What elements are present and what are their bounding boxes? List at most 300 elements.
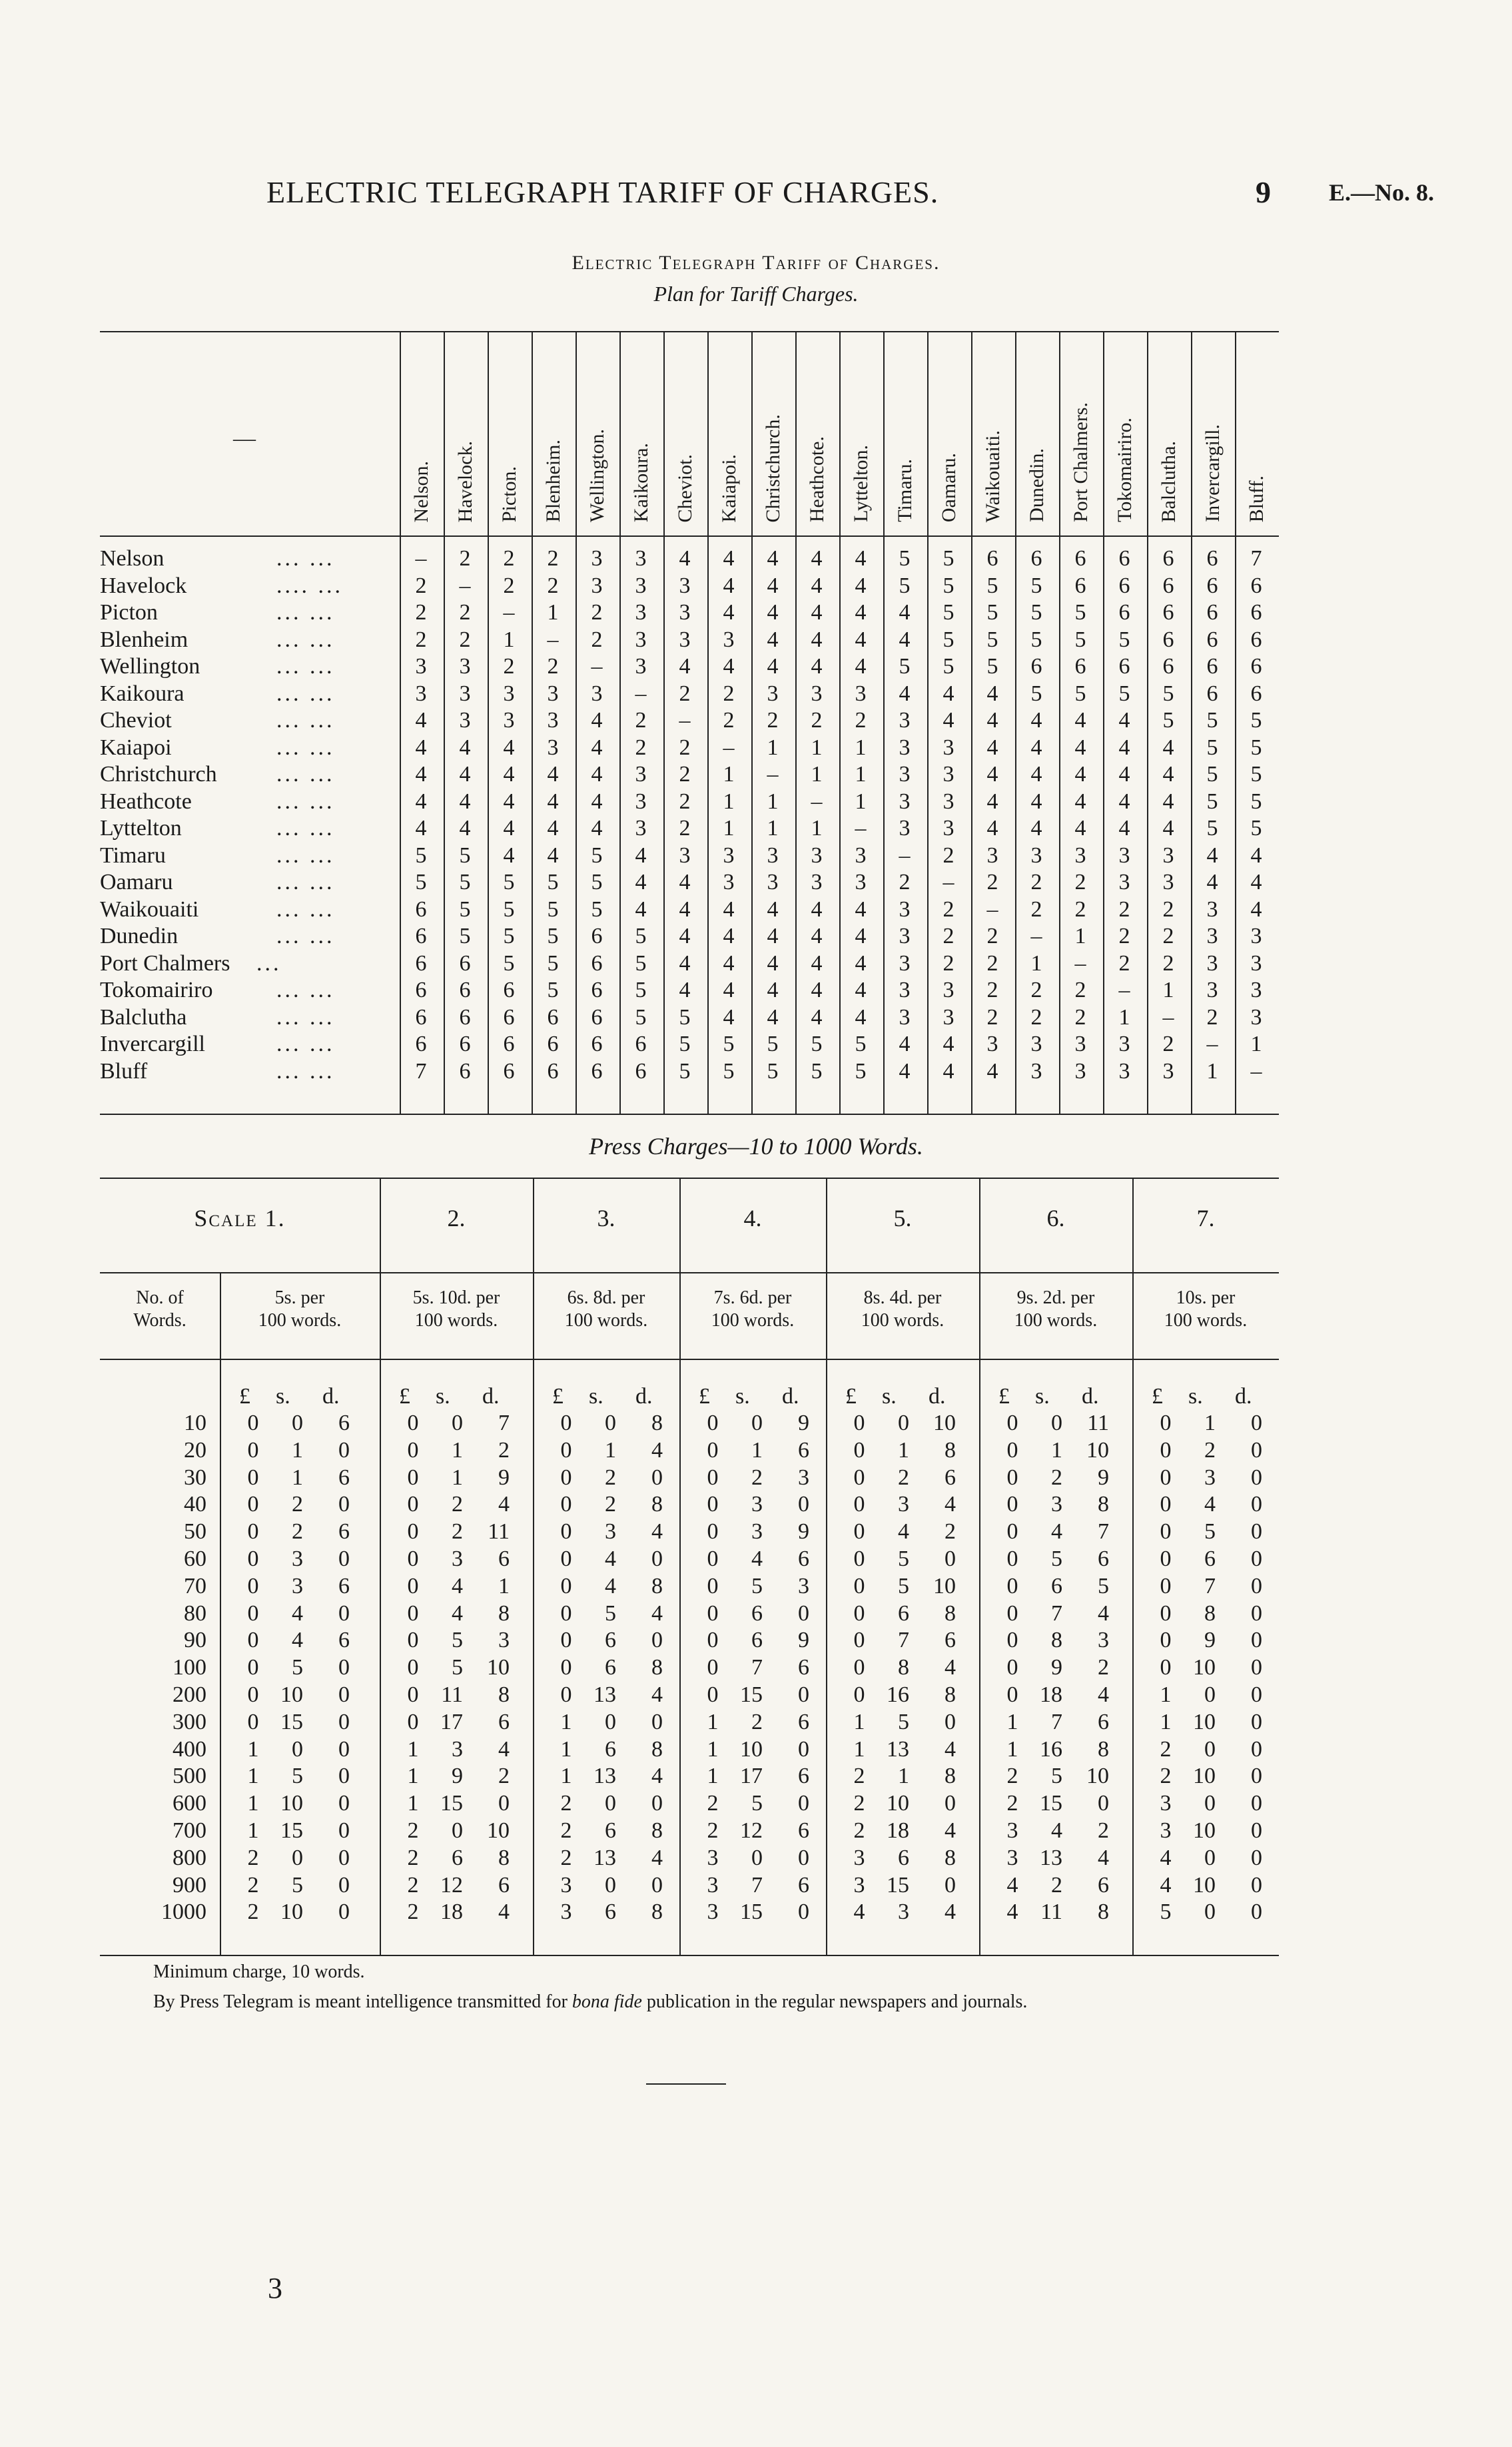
currency-header: s. [276, 1384, 290, 1409]
charge-shillings: 4 [605, 1547, 616, 1571]
charge-shillings: 6 [751, 1600, 763, 1626]
plan-row-label: Tokomairiro [100, 978, 213, 1002]
charge-shillings: 5 [292, 1655, 303, 1680]
plan-cell: 4 [635, 870, 647, 894]
currency-header: s. [1035, 1384, 1050, 1409]
charge-pence: 0 [1251, 1764, 1262, 1789]
words-count: 40 [184, 1492, 206, 1517]
plan-cell: 3 [1118, 1032, 1130, 1056]
plan-column-label: Kaiapoi. [718, 454, 740, 522]
plan-cell: 1 [767, 789, 779, 814]
charge-pence: 10 [487, 1655, 510, 1680]
plan-cell: 3 [723, 843, 735, 868]
plan-cell: 4 [855, 896, 867, 922]
charge-pounds: 0 [407, 1411, 419, 1435]
plan-cell: 5 [1250, 708, 1262, 733]
plan-cell: 4 [1074, 816, 1086, 841]
plan-cell: 5 [943, 546, 954, 571]
charge-pence: 0 [651, 1628, 663, 1653]
plan-cell: 6 [1074, 573, 1086, 598]
plan-column-header [444, 331, 488, 534]
plan-cell: 4 [459, 735, 471, 760]
charge-shillings: 10 [887, 1791, 909, 1816]
plan-cell: 5 [1118, 681, 1130, 706]
plan-cell: 3 [811, 870, 823, 894]
charge-pounds: 0 [1160, 1411, 1172, 1435]
plan-cell: 4 [415, 789, 427, 814]
charge-pence: 6 [338, 1465, 350, 1490]
plan-column-header [971, 331, 1015, 534]
plan-row-label: Picton [100, 600, 158, 625]
charge-pounds: 0 [1006, 1411, 1018, 1435]
charge-shillings: 4 [452, 1600, 463, 1626]
rate-header-line2: 100 words. [711, 1310, 795, 1331]
charge-pence: 0 [338, 1872, 350, 1898]
plan-cell: 2 [1206, 1004, 1218, 1030]
words-count: 70 [184, 1573, 206, 1598]
charge-shillings: 7 [1051, 1709, 1062, 1734]
plan-column-header [575, 331, 619, 534]
plan-cell: 3 [1118, 870, 1130, 894]
charge-pounds: 0 [1160, 1600, 1172, 1626]
plan-cell: 4 [1030, 762, 1042, 787]
charge-shillings: 3 [898, 1492, 909, 1517]
plan-column-label: Bluff. [1246, 475, 1268, 522]
plan-cell: 4 [1030, 735, 1042, 760]
plan-cell: 6 [1030, 546, 1042, 571]
charge-pounds: 0 [1160, 1519, 1172, 1545]
charge-shillings: 5 [292, 1872, 303, 1898]
plan-cell: 6 [591, 978, 603, 1002]
charge-pounds: 0 [1006, 1682, 1018, 1707]
plan-cell: 2 [635, 708, 647, 733]
plan-cell: 4 [855, 978, 867, 1002]
charge-pence: 6 [945, 1628, 956, 1653]
charge-shillings: 6 [452, 1845, 463, 1870]
charge-pounds: 0 [853, 1411, 865, 1435]
plan-cell: 4 [811, 546, 823, 571]
charge-pounds: 0 [1160, 1492, 1172, 1517]
plan-cell: 4 [811, 573, 823, 598]
plan-cell: 5 [503, 924, 515, 948]
charge-pounds: 2 [707, 1818, 719, 1843]
charge-pounds: 0 [407, 1519, 419, 1545]
plan-cell: 3 [723, 870, 735, 894]
charge-shillings: 10 [1193, 1655, 1216, 1680]
plan-column-header [1191, 331, 1235, 534]
plan-cell: – [767, 762, 779, 787]
plan-cell: 4 [943, 681, 954, 706]
currency-header: d. [322, 1384, 340, 1409]
plan-cell: 2 [943, 950, 954, 976]
plan-cell: 3 [1030, 1058, 1042, 1084]
charge-shillings: 7 [1051, 1600, 1062, 1626]
plan-column-label: Invercargill. [1202, 424, 1224, 522]
plan-cell: 2 [1118, 924, 1130, 948]
charge-shillings: 3 [292, 1573, 303, 1598]
plan-cell: 4 [723, 573, 735, 598]
charge-pence: 0 [1251, 1573, 1262, 1598]
plan-cell: 5 [1206, 735, 1218, 760]
plan-cell: 4 [855, 600, 867, 625]
charge-shillings: 15 [887, 1872, 909, 1898]
words-count: 400 [173, 1736, 206, 1762]
charge-shillings: 6 [605, 1900, 616, 1925]
charge-pounds: 0 [247, 1628, 259, 1653]
plan-cell: 4 [855, 950, 867, 976]
plan-cell: 2 [547, 546, 559, 571]
plan-cell: 3 [943, 1004, 954, 1030]
plan-cell: 2 [547, 573, 559, 598]
charge-pounds: 1 [247, 1791, 259, 1816]
rate-header [826, 1287, 979, 1332]
charge-pounds: 0 [1160, 1655, 1172, 1680]
footnote-post: publication in the regular newspapers and journals. [641, 1991, 1028, 2012]
plan-cell: 5 [1250, 735, 1262, 760]
plan-cell: 4 [503, 735, 515, 760]
plan-column-header [488, 331, 532, 534]
charge-pence: 0 [1251, 1519, 1262, 1545]
plan-cell: 4 [1250, 896, 1262, 922]
plan-cell: 5 [767, 1032, 779, 1056]
plan-row-label: Kaikoura [100, 681, 185, 706]
plan-cell: 2 [1074, 978, 1086, 1002]
currency-header: d. [929, 1384, 946, 1409]
plan-cell: 4 [723, 654, 735, 679]
charge-pounds: 0 [407, 1628, 419, 1653]
plan-cell: – [591, 654, 603, 679]
plan-cell: 4 [547, 816, 559, 841]
charge-pence: 6 [338, 1573, 350, 1598]
plan-row-label: Christchurch [100, 762, 217, 787]
plan-cell: 5 [723, 1058, 735, 1084]
rate-header [220, 1287, 380, 1332]
charge-pence: 0 [798, 1791, 809, 1816]
plan-cell: 4 [767, 600, 779, 625]
charge-pence: 9 [498, 1465, 510, 1490]
charge-shillings: 2 [292, 1519, 303, 1545]
plan-cell: 2 [415, 627, 427, 652]
currency-header: s. [1188, 1384, 1203, 1409]
charge-pounds: 0 [707, 1411, 719, 1435]
plan-cell: 3 [635, 762, 647, 787]
plan-column-header [795, 331, 839, 534]
plan-cell: 3 [1206, 978, 1218, 1002]
rate-header-line1: 8s. 4d. per [863, 1287, 942, 1308]
plan-cell: 5 [1074, 627, 1086, 652]
plan-cell: 5 [1206, 762, 1218, 787]
plan-cell: 2 [415, 600, 427, 625]
plan-cell: 5 [986, 573, 998, 598]
plan-cell: 1 [547, 600, 559, 625]
charge-pence: 0 [945, 1872, 956, 1898]
charge-pence: 0 [1251, 1600, 1262, 1626]
plan-column-label: Heathcote. [806, 436, 828, 522]
charge-pounds: 0 [707, 1573, 719, 1598]
plan-cell: 3 [1250, 924, 1262, 948]
charge-shillings: 0 [605, 1791, 616, 1816]
words-count: 500 [173, 1764, 206, 1789]
charge-shillings: 7 [1204, 1573, 1216, 1598]
charge-shillings: 0 [1204, 1682, 1216, 1707]
charge-pounds: 0 [1006, 1600, 1018, 1626]
plan-cell: 6 [1250, 627, 1262, 652]
words-count: 60 [184, 1547, 206, 1571]
charge-pence: 6 [498, 1547, 510, 1571]
words-count: 10 [184, 1411, 206, 1435]
plan-row-leader: ... ... [276, 735, 335, 760]
plan-cell: – [855, 816, 867, 841]
charge-pounds: 1 [407, 1791, 419, 1816]
currency-header: £ [399, 1384, 410, 1409]
plan-cell: – [899, 843, 911, 868]
plan-cell: 3 [899, 816, 911, 841]
plan-cell: 3 [855, 681, 867, 706]
charge-pounds: 2 [247, 1845, 259, 1870]
currency-header: £ [1152, 1384, 1163, 1409]
charge-shillings: 4 [898, 1519, 909, 1545]
plan-cell: 4 [635, 843, 647, 868]
charge-pounds: 0 [853, 1600, 865, 1626]
plan-cell: 3 [899, 789, 911, 814]
plan-cell: 2 [1030, 1004, 1042, 1030]
charge-shillings: 13 [593, 1845, 616, 1870]
plan-cell: 7 [1250, 546, 1262, 571]
charge-pounds: 2 [407, 1900, 419, 1925]
charge-pence: 4 [945, 1655, 956, 1680]
press-title [0, 1132, 1512, 1160]
currency-header: £ [998, 1384, 1010, 1409]
charge-shillings: 4 [292, 1600, 303, 1626]
charge-shillings: 3 [898, 1900, 909, 1925]
plan-cell: 6 [1206, 654, 1218, 679]
charge-shillings: 6 [751, 1628, 763, 1653]
words-count: 100 [173, 1655, 206, 1680]
charge-shillings: 0 [751, 1411, 763, 1435]
plan-cell: 5 [899, 546, 911, 571]
plan-cell: 2 [899, 870, 911, 894]
press-rule [100, 1272, 1279, 1273]
charge-pence: 4 [945, 1492, 956, 1517]
plan-cell: – [679, 708, 691, 733]
charge-pounds: 0 [853, 1573, 865, 1598]
plan-cell: 4 [855, 1004, 867, 1030]
plan-column-header [400, 331, 444, 534]
charge-shillings: 9 [1204, 1628, 1216, 1653]
plan-cell: 3 [1074, 1032, 1086, 1056]
charge-pounds: 0 [560, 1465, 572, 1490]
charge-pounds: 0 [560, 1437, 572, 1463]
charge-pence: 4 [498, 1736, 510, 1762]
charge-pence: 6 [798, 1818, 809, 1843]
plan-column-label: Kaikoura. [630, 442, 652, 522]
plan-cell: 5 [767, 1058, 779, 1084]
charge-pence: 0 [651, 1465, 663, 1490]
plan-cell: 3 [415, 654, 427, 679]
words-count: 50 [184, 1519, 206, 1545]
charge-pence: 6 [798, 1437, 809, 1463]
plan-cell: 4 [1030, 816, 1042, 841]
plan-cell: 4 [811, 654, 823, 679]
charge-shillings: 1 [292, 1465, 303, 1490]
charge-pounds: 0 [1160, 1465, 1172, 1490]
footnote-em: bona fide [571, 1991, 642, 2012]
charge-shillings: 10 [1193, 1818, 1216, 1843]
plan-cell: 6 [1206, 600, 1218, 625]
charge-pence: 4 [945, 1818, 956, 1843]
plan-row-leader: ... ... [276, 816, 335, 841]
charge-pence: 0 [1251, 1791, 1262, 1816]
plan-cell: 3 [767, 870, 779, 894]
charge-pounds: 0 [407, 1655, 419, 1680]
charge-shillings: 3 [1204, 1465, 1216, 1490]
plan-cell: 3 [1250, 950, 1262, 976]
plan-cell: 6 [503, 1058, 515, 1084]
charge-pence: 0 [1251, 1845, 1262, 1870]
charge-pence: 2 [1098, 1818, 1109, 1843]
charge-pounds: 3 [853, 1872, 865, 1898]
plan-cell: 3 [943, 762, 954, 787]
plan-cell: 2 [1030, 978, 1042, 1002]
plan-cell: 4 [547, 789, 559, 814]
charge-pounds: 3 [707, 1872, 719, 1898]
charge-pounds: 0 [707, 1437, 719, 1463]
plan-cell: 2 [679, 789, 691, 814]
plan-cell: 3 [547, 681, 559, 706]
charge-pence: 4 [498, 1900, 510, 1925]
plan-cell: 6 [415, 950, 427, 976]
plan-cell: 4 [855, 573, 867, 598]
charge-pence: 0 [798, 1600, 809, 1626]
charge-pence: 2 [1098, 1655, 1109, 1680]
plan-cell: 5 [547, 950, 559, 976]
charge-pence: 8 [651, 1573, 663, 1598]
plan-cell: 3 [679, 600, 691, 625]
charge-shillings: 9 [1051, 1655, 1062, 1680]
plan-cell: 3 [899, 978, 911, 1002]
charge-pence: 0 [798, 1492, 809, 1517]
plan-cell: 4 [1118, 789, 1130, 814]
plan-cell: 3 [1206, 950, 1218, 976]
plan-cell: 4 [855, 924, 867, 948]
charge-pence: 6 [338, 1411, 350, 1435]
plan-cell: 5 [986, 600, 998, 625]
plan-cell: 6 [591, 924, 603, 948]
charge-pence: 2 [498, 1437, 510, 1463]
plan-cell: 4 [767, 573, 779, 598]
plan-cell: 1 [1074, 924, 1086, 948]
plan-cell: 2 [1074, 1004, 1086, 1030]
plan-cell: 5 [503, 870, 515, 894]
plan-cell: 4 [811, 978, 823, 1002]
charge-shillings: 6 [605, 1818, 616, 1843]
plan-cell: 4 [1206, 843, 1218, 868]
plan-cell: 2 [943, 896, 954, 922]
plan-cell: 5 [899, 573, 911, 598]
charge-pence: 6 [498, 1872, 510, 1898]
rate-header-line1: 6s. 8d. per [567, 1287, 645, 1308]
charge-shillings: 6 [605, 1655, 616, 1680]
charge-shillings: 5 [898, 1547, 909, 1571]
plan-cell: 3 [679, 627, 691, 652]
plan-cell: 6 [459, 950, 471, 976]
charge-pounds: 0 [1006, 1547, 1018, 1571]
plan-cell: 5 [1030, 627, 1042, 652]
plan-cell: 2 [459, 600, 471, 625]
plan-cell: 6 [415, 978, 427, 1002]
plan-cell: – [1030, 924, 1042, 948]
plan-cell: 5 [1206, 789, 1218, 814]
plan-column-header [839, 331, 883, 534]
plan-cell: 1 [723, 762, 735, 787]
plan-cell: 6 [1206, 681, 1218, 706]
words-count: 300 [173, 1709, 206, 1734]
plan-cell: 3 [679, 573, 691, 598]
bottom-page-number: 3 [268, 2272, 282, 2304]
plan-cell: 4 [811, 1004, 823, 1030]
charge-shillings: 5 [751, 1573, 763, 1598]
charge-pence: 0 [1251, 1465, 1262, 1490]
charge-pounds: 2 [407, 1872, 419, 1898]
plan-cell: 4 [899, 1032, 911, 1056]
charge-pounds: 2 [560, 1818, 572, 1843]
plan-cell: 2 [1030, 870, 1042, 894]
charge-pence: 0 [1251, 1709, 1262, 1734]
plan-cell: 4 [986, 708, 998, 733]
charge-pence: 0 [651, 1709, 663, 1734]
plan-row-leader: ... ... [276, 762, 335, 787]
charge-pounds: 0 [853, 1628, 865, 1653]
plan-cell: 6 [1118, 546, 1130, 571]
plan-cell: 6 [1118, 600, 1130, 625]
charge-shillings: 2 [1051, 1872, 1062, 1898]
plan-cell: 5 [679, 1004, 691, 1030]
charge-pence: 0 [338, 1736, 350, 1762]
plan-row-leader: ... ... [276, 654, 335, 679]
charge-pounds: 0 [1006, 1655, 1018, 1680]
plan-cell: 3 [943, 816, 954, 841]
charge-pence: 0 [1251, 1547, 1262, 1571]
scale-heading: 5. [893, 1205, 912, 1231]
plan-row-label: Bluff [100, 1058, 148, 1084]
charge-pounds: 0 [1006, 1519, 1018, 1545]
rate-header-line2: 100 words. [861, 1310, 945, 1331]
plan-cell: 1 [811, 762, 823, 787]
plan-column-label: Picton. [498, 466, 520, 522]
plan-cell: 2 [591, 627, 603, 652]
plan-cell: 3 [899, 762, 911, 787]
plan-cell: 4 [415, 708, 427, 733]
charge-pence: 4 [651, 1682, 663, 1707]
charge-pence: 8 [945, 1764, 956, 1789]
charge-pounds: 1 [707, 1764, 719, 1789]
plan-cell: 4 [459, 789, 471, 814]
charge-pounds: 1 [707, 1709, 719, 1734]
charge-shillings: 5 [1204, 1519, 1216, 1545]
charge-shillings: 3 [1051, 1492, 1062, 1517]
charge-shillings: 13 [593, 1764, 616, 1789]
charge-pounds: 0 [560, 1628, 572, 1653]
plan-cell: 4 [547, 762, 559, 787]
plan-cell: 5 [1162, 708, 1174, 733]
charge-shillings: 0 [292, 1736, 303, 1762]
scale-heading: Scale 1. [194, 1205, 286, 1231]
charge-pounds: 0 [1160, 1628, 1172, 1653]
charge-pounds: 0 [560, 1655, 572, 1680]
plan-cell: 6 [1250, 681, 1262, 706]
plan-cell: 4 [986, 762, 998, 787]
charge-shillings: 10 [280, 1900, 303, 1925]
